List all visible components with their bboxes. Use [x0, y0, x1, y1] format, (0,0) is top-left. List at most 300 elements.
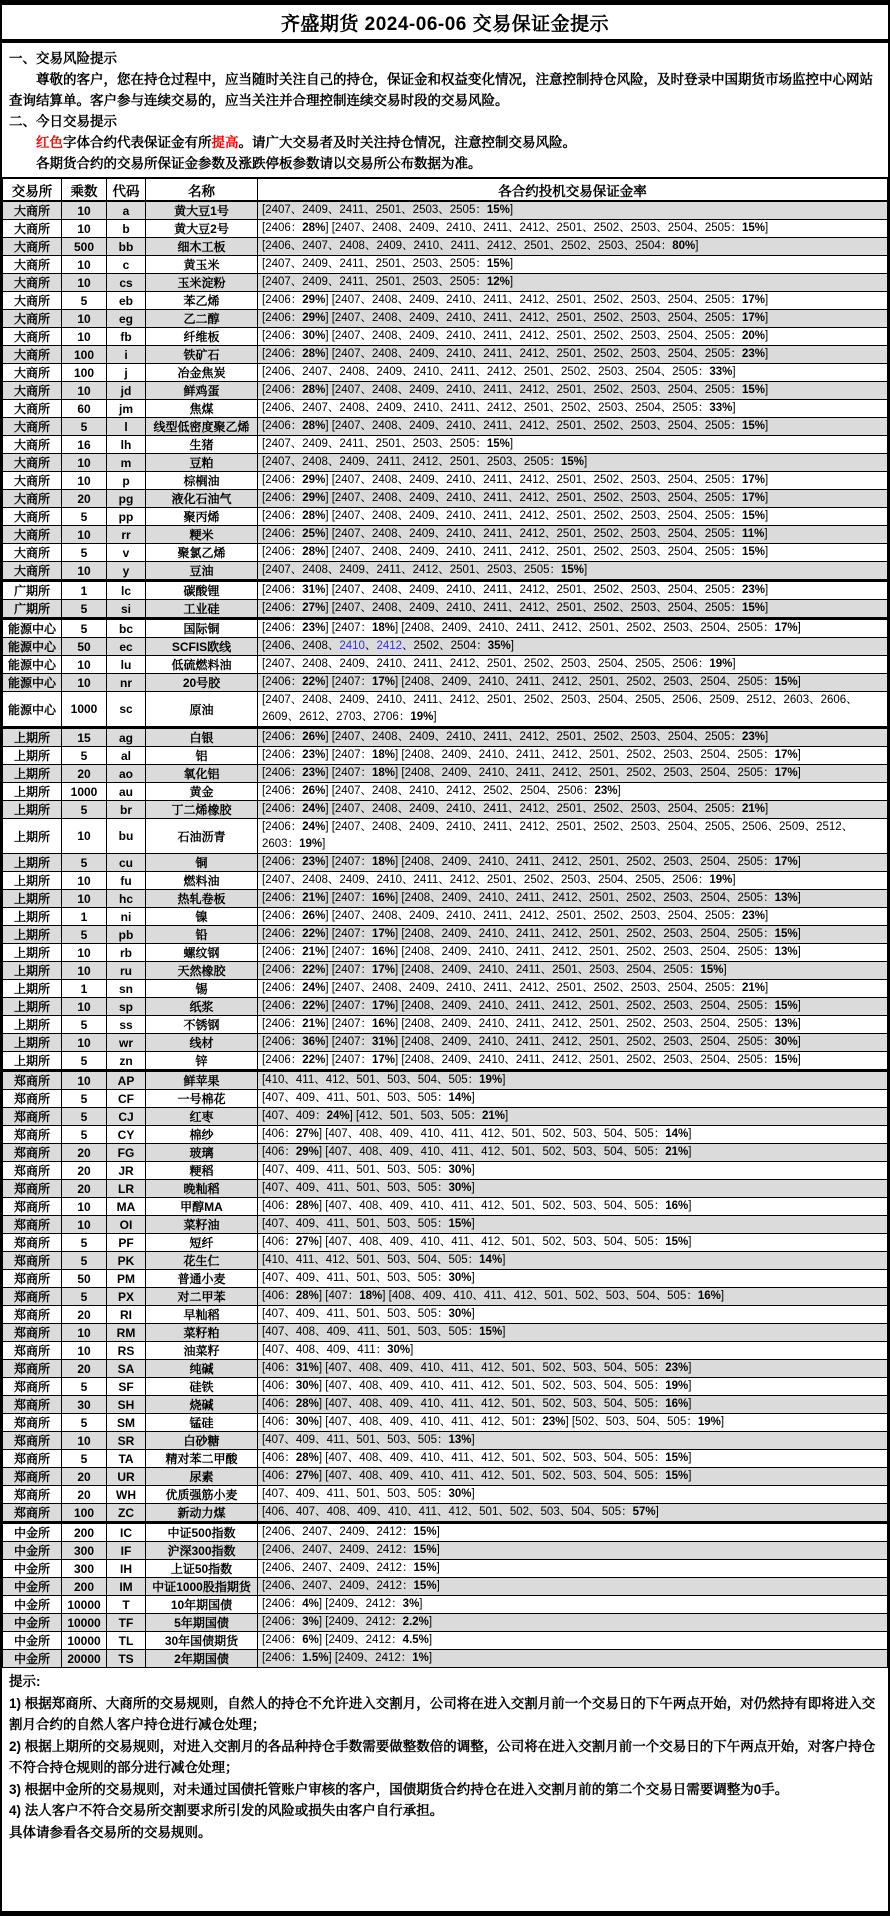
multiplier-cell: 20	[62, 1468, 107, 1486]
multiplier-cell: 10	[62, 962, 107, 980]
name-cell: 丁二烯橡胶	[146, 801, 258, 819]
code-cell: j	[107, 364, 146, 382]
multiplier-cell: 5	[62, 600, 107, 619]
exchange-cell: 郑商所	[3, 1071, 62, 1090]
intro-section	[2, 43, 888, 177]
table-row-sn	[3, 980, 888, 998]
name-cell: 黄大豆2号	[146, 220, 258, 238]
name-cell: 晚籼稻	[146, 1180, 258, 1198]
table-row-cu	[3, 854, 888, 872]
margin-cell: [2406：28%] [2407、2408、2409、2410、2411、2412、2501、2502、2503、2504、2505：15%]	[258, 544, 888, 562]
exchange-cell: 大商所	[3, 346, 62, 364]
name-cell: 国际铜	[146, 619, 258, 638]
code-cell: T	[107, 1596, 146, 1614]
table-row-CJ	[3, 1108, 888, 1126]
name-cell: 一号棉花	[146, 1090, 258, 1108]
exchange-cell: 郑商所	[3, 1378, 62, 1396]
risk-paragraph: 尊敬的客户，您在持仓过程中，应当随时关注自己的持仓，保证金和权益变化情况，注意控制持仓风险，及时登录中国期货市场监控中心网站查询结算单。客户参与连续交易的，应当关注并合理控制连续交易时段的交易风险。	[9, 72, 873, 108]
name-cell: 铁矿石	[146, 346, 258, 364]
margin-cell: [406：27%] [407、408、409、410、411、412、501、502、503、504、505：15%]	[258, 1468, 888, 1486]
name-cell: 早籼稻	[146, 1306, 258, 1324]
margin-cell: [407、409：24%] [412、501、503、505：21%]	[258, 1108, 888, 1126]
table-row-p	[3, 472, 888, 490]
name-cell: 短纤	[146, 1234, 258, 1252]
table-row-IF	[3, 1542, 888, 1560]
table-row-ag	[3, 728, 888, 747]
margin-cell: [2407、2409、2411、2501、2503、2505：15%]	[258, 436, 888, 454]
code-cell: br	[107, 801, 146, 819]
code-cell: bb	[107, 238, 146, 256]
multiplier-cell: 50	[62, 1270, 107, 1288]
multiplier-cell: 30	[62, 1396, 107, 1414]
margin-cell: [2406：26%] [2407、2408、2409、2410、2411、2412、2501、2502、2503、2504、2505：23%]	[258, 908, 888, 926]
code-cell: TA	[107, 1450, 146, 1468]
margin-cell: [2406、2407、2409、2412：15%]	[258, 1578, 888, 1596]
exchange-cell: 中金所	[3, 1523, 62, 1542]
margin-cell: [2406、2407、2408、2409、2410、2411、2412、2501、2502、2503、2504、2505：33%]	[258, 364, 888, 382]
margin-cell: [2406：29%] [2407、2408、2409、2410、2411、2412、2501、2502、2503、2504、2505：17%]	[258, 490, 888, 508]
margin-cell: [407、409、411、501、503、505：30%]	[258, 1306, 888, 1324]
margin-cell: [2406：25%] [2407、2408、2409、2410、2411、2412、2501、2502、2503、2504、2505：11%]	[258, 526, 888, 544]
table-row-pb	[3, 926, 888, 944]
name-cell: 沪深300指数	[146, 1542, 258, 1560]
margin-cell: [2406：24%] [2407、2408、2409、2410、2411、2412、2501、2502、2503、2504、2505、2506、2509、2512、2603：19%]	[258, 819, 888, 854]
name-cell: 玉米淀粉	[146, 274, 258, 292]
name-cell: 锰硅	[146, 1414, 258, 1432]
multiplier-cell: 10	[62, 819, 107, 854]
exchange-cell: 大商所	[3, 310, 62, 328]
name-cell: 镍	[146, 908, 258, 926]
name-cell: 棉纱	[146, 1126, 258, 1144]
code-cell: p	[107, 472, 146, 490]
multiplier-cell: 10	[62, 1198, 107, 1216]
table-row-RI	[3, 1306, 888, 1324]
code-cell: IC	[107, 1523, 146, 1542]
exchange-cell: 上期所	[3, 1052, 62, 1071]
code-cell: zn	[107, 1052, 146, 1071]
code-cell: RS	[107, 1342, 146, 1360]
margin-cell: [2407、2408、2409、2410、2411、2412、2501、2502、2503、2504、2505、2506、2509、2512、2603、2606、2609、2612、2703、2706：19%]	[258, 692, 888, 728]
note-line: 2) 根据上期所的交易规则，对进入交割月的各品种持仓手数需要做整数倍的调整，公司将在进入交割月前一个交易日的下午两点开始，对客户持仓不符合持仓规则的部分进行减仓处理；	[9, 1738, 876, 1775]
table-row-i	[3, 346, 888, 364]
raised-month: 2412	[376, 640, 403, 652]
name-cell: 菜籽粕	[146, 1324, 258, 1342]
code-cell: PX	[107, 1288, 146, 1306]
name-cell: 鲜鸡蛋	[146, 382, 258, 400]
code-cell: JR	[107, 1162, 146, 1180]
name-cell: 螺纹钢	[146, 944, 258, 962]
name-cell: 花生仁	[146, 1252, 258, 1270]
margin-cell: [2407、2409、2411、2501、2503、2505：12%]	[258, 274, 888, 292]
table-row-c	[3, 256, 888, 274]
exchange-cell: 郑商所	[3, 1450, 62, 1468]
table-row-UR	[3, 1468, 888, 1486]
table-row-m	[3, 454, 888, 472]
code-cell: cu	[107, 854, 146, 872]
name-cell: 中证1000股指期货	[146, 1578, 258, 1596]
code-cell: SF	[107, 1378, 146, 1396]
code-cell: SR	[107, 1432, 146, 1450]
name-cell: 工业硅	[146, 600, 258, 619]
exchange-cell: 上期所	[3, 1016, 62, 1034]
multiplier-cell: 10	[62, 454, 107, 472]
margin-cell: [2406、2408、2410、2412、2502、2504：35%]	[258, 638, 888, 656]
table-row-pg	[3, 490, 888, 508]
table-row-WH	[3, 1486, 888, 1504]
code-cell: PF	[107, 1234, 146, 1252]
exchange-cell: 能源中心	[3, 692, 62, 728]
table-row-hc	[3, 890, 888, 908]
exchange-cell: 能源中心	[3, 619, 62, 638]
margin-cell: [406、407、408、409、410、411、412、501、502、503、504、505：57%]	[258, 1504, 888, 1523]
code-cell: sp	[107, 998, 146, 1016]
margin-cell: [407、408、409、411：30%]	[258, 1342, 888, 1360]
exchange-cell: 郑商所	[3, 1288, 62, 1306]
exchange-cell: 郑商所	[3, 1090, 62, 1108]
code-cell: CF	[107, 1090, 146, 1108]
table-row-SR	[3, 1432, 888, 1450]
multiplier-cell: 100	[62, 1504, 107, 1523]
multiplier-cell: 10	[62, 1071, 107, 1090]
name-cell: 豆油	[146, 562, 258, 581]
name-cell: 10年期国债	[146, 1596, 258, 1614]
code-cell: y	[107, 562, 146, 581]
code-cell: v	[107, 544, 146, 562]
exchange-cell: 大商所	[3, 562, 62, 581]
name-cell: 纯碱	[146, 1360, 258, 1378]
exchange-cell: 能源中心	[3, 656, 62, 674]
exchange-cell: 大商所	[3, 382, 62, 400]
exchange-cell: 郑商所	[3, 1144, 62, 1162]
margin-cell: [406：31%] [407、408、409、410、411、412、501、502、503、504、505：23%]	[258, 1360, 888, 1378]
table-row-al	[3, 747, 888, 765]
margin-cell: [407、409、411、501、503、505：30%]	[258, 1162, 888, 1180]
code-cell: MA	[107, 1198, 146, 1216]
name-cell: 精对苯二甲酸	[146, 1450, 258, 1468]
margin-cell: [407、409、411、501、503、505：14%]	[258, 1090, 888, 1108]
margin-cell: [406：27%] [407、408、409、410、411、412、501、502、503、504、505：14%]	[258, 1126, 888, 1144]
code-cell: FG	[107, 1144, 146, 1162]
code-cell: OI	[107, 1216, 146, 1234]
margin-cell: [2406：26%] [2407、2408、2409、2410、2411、2412、2501、2502、2503、2504、2505：23%]	[258, 728, 888, 747]
margin-cell: [2406：22%] [2407：17%] [2408、2409、2410、2411、2412、2501、2502、2503、2504、2505：15%]	[258, 926, 888, 944]
multiplier-cell: 10	[62, 1216, 107, 1234]
table-row-OI	[3, 1216, 888, 1234]
table-row-ec	[3, 638, 888, 656]
name-cell: 焦煤	[146, 400, 258, 418]
exchange-cell: 郑商所	[3, 1198, 62, 1216]
margin-cell: [2406：28%] [2407、2408、2409、2410、2411、2412、2501、2502、2503、2504、2505：15%]	[258, 508, 888, 526]
name-cell: 铝	[146, 747, 258, 765]
code-cell: ru	[107, 962, 146, 980]
margin-cell: [2406、2407、2408、2409、2410、2411、2412、2501、2502、2503、2504、2505：33%]	[258, 400, 888, 418]
table-row-ZC	[3, 1504, 888, 1523]
table-row-T	[3, 1596, 888, 1614]
multiplier-cell: 20	[62, 1306, 107, 1324]
table-row-ru	[3, 962, 888, 980]
name-cell: 黄玉米	[146, 256, 258, 274]
risk-section-heading: 一、交易风险提示	[9, 51, 117, 66]
margin-cell: [406：29%] [407、408、409、410、411、412、501、502、503、504、505：21%]	[258, 1144, 888, 1162]
code-cell: b	[107, 220, 146, 238]
exchange-cell: 大商所	[3, 220, 62, 238]
margin-cell: [2406：21%] [2407：16%] [2408、2409、2410、2411、2412、2501、2502、2503、2504、2505：13%]	[258, 890, 888, 908]
table-row-sc	[3, 692, 888, 728]
code-cell: ni	[107, 908, 146, 926]
code-cell: lc	[107, 581, 146, 600]
multiplier-cell: 10	[62, 382, 107, 400]
multiplier-cell: 10000	[62, 1614, 107, 1632]
exchange-cell: 郑商所	[3, 1504, 62, 1523]
exchange-cell: 中金所	[3, 1650, 62, 1668]
name-cell: 菜籽油	[146, 1216, 258, 1234]
table-row-TF	[3, 1614, 888, 1632]
table-row-wr	[3, 1034, 888, 1052]
name-cell: 纤维板	[146, 328, 258, 346]
exchange-cell: 上期所	[3, 908, 62, 926]
margin-cell: [406：28%] [407、408、409、410、411、412、501、502、503、504、505：16%]	[258, 1198, 888, 1216]
margin-cell: [2406：22%] [2407：17%] [2408、2409、2410、2411、2412、2501、2502、2503、2504、2505：15%]	[258, 674, 888, 692]
code-cell: eb	[107, 292, 146, 310]
table-row-lh	[3, 436, 888, 454]
name-cell: 尿素	[146, 1468, 258, 1486]
multiplier-cell: 10	[62, 220, 107, 238]
multiplier-cell: 5	[62, 1288, 107, 1306]
multiplier-cell: 5	[62, 926, 107, 944]
code-cell: l	[107, 418, 146, 436]
code-cell: jm	[107, 400, 146, 418]
exchange-cell: 大商所	[3, 418, 62, 436]
multiplier-cell: 10	[62, 1034, 107, 1052]
name-cell: 液化石油气	[146, 490, 258, 508]
name-cell: 5年期国债	[146, 1614, 258, 1632]
table-row-bc	[3, 619, 888, 638]
exchange-cell: 郑商所	[3, 1126, 62, 1144]
name-cell: 棕榈油	[146, 472, 258, 490]
exchange-cell: 郑商所	[3, 1396, 62, 1414]
multiplier-cell: 10	[62, 674, 107, 692]
table-row-lc	[3, 581, 888, 600]
multiplier-cell: 1	[62, 908, 107, 926]
margin-cell: [2406：26%] [2407、2408、2410、2412、2502、2504、2506：23%]	[258, 783, 888, 801]
note-line: 4) 法人客户不符合交易所交割要求所引发的风险或损失由客户自行承担。	[9, 1803, 444, 1818]
exchange-cell: 广期所	[3, 581, 62, 600]
name-cell: 碳酸锂	[146, 581, 258, 600]
table-row-PX	[3, 1288, 888, 1306]
multiplier-cell: 10	[62, 472, 107, 490]
code-cell: SM	[107, 1414, 146, 1432]
code-cell: UR	[107, 1468, 146, 1486]
multiplier-cell: 15	[62, 728, 107, 747]
table-row-SH	[3, 1396, 888, 1414]
name-cell: 30年国债期货	[146, 1632, 258, 1650]
name-cell: 优质强筋小麦	[146, 1486, 258, 1504]
name-cell: 黄大豆1号	[146, 201, 258, 220]
margin-cell: [406：30%] [407、408、409、410、411、412、501、502、503、504、505：19%]	[258, 1378, 888, 1396]
name-cell: 上证50指数	[146, 1560, 258, 1578]
red-highlight-text: 提高	[211, 135, 239, 150]
code-cell: hc	[107, 890, 146, 908]
multiplier-cell: 10	[62, 1432, 107, 1450]
code-cell: nr	[107, 674, 146, 692]
multiplier-cell: 5	[62, 1378, 107, 1396]
multiplier-cell: 10	[62, 201, 107, 220]
name-cell: 粳米	[146, 526, 258, 544]
exchange-cell: 郑商所	[3, 1252, 62, 1270]
exchange-cell: 大商所	[3, 472, 62, 490]
exchange-cell: 上期所	[3, 998, 62, 1016]
code-cell: pp	[107, 508, 146, 526]
margin-cell: [407、409、411、501、503、505：30%]	[258, 1486, 888, 1504]
multiplier-cell: 1	[62, 980, 107, 998]
exchange-cell: 大商所	[3, 328, 62, 346]
margin-cell: [2406：4%] [2409、2412：3%]	[258, 1596, 888, 1614]
multiplier-cell: 10	[62, 328, 107, 346]
table-row-IH	[3, 1560, 888, 1578]
exchange-cell: 郑商所	[3, 1324, 62, 1342]
exchange-cell: 大商所	[3, 364, 62, 382]
name-cell: SCFIS欧线	[146, 638, 258, 656]
table-row-SA	[3, 1360, 888, 1378]
name-cell: 白银	[146, 728, 258, 747]
multiplier-cell: 10	[62, 656, 107, 674]
code-cell: PM	[107, 1270, 146, 1288]
column-header: 乘数	[62, 178, 107, 201]
margin-rate-table	[2, 177, 888, 1668]
name-cell: 普通小麦	[146, 1270, 258, 1288]
red-highlight-notice: 红色字体合约代表保证金有所提高。请广大交易者及时关注持仓情况，注意控制交易风险。	[36, 135, 576, 150]
table-row-SF	[3, 1378, 888, 1396]
multiplier-cell: 5	[62, 508, 107, 526]
code-cell: eg	[107, 310, 146, 328]
name-cell: 20号胶	[146, 674, 258, 692]
code-cell: fb	[107, 328, 146, 346]
note-line: 3) 根据中金所的交易规则，对未通过国债托管账户审核的客户，国债期货合约持仓在进入交割月前的第二个交易日需要调整为0手。	[9, 1781, 789, 1797]
exchange-cell: 郑商所	[3, 1108, 62, 1126]
name-cell: 冶金焦炭	[146, 364, 258, 382]
margin-cell: [2406：28%] [2407、2408、2409、2410、2411、2412、2501、2502、2503、2504、2505：23%]	[258, 346, 888, 364]
name-cell: 天然橡胶	[146, 962, 258, 980]
multiplier-cell: 100	[62, 364, 107, 382]
code-cell: IH	[107, 1560, 146, 1578]
name-cell: 新动力煤	[146, 1504, 258, 1523]
name-cell: 生猪	[146, 436, 258, 454]
name-cell: 铅	[146, 926, 258, 944]
table-row-jm	[3, 400, 888, 418]
multiplier-cell: 10	[62, 1324, 107, 1342]
multiplier-cell: 10	[62, 872, 107, 890]
multiplier-cell: 5	[62, 418, 107, 436]
code-cell: c	[107, 256, 146, 274]
table-row-eb	[3, 292, 888, 310]
name-cell: 聚氯乙烯	[146, 544, 258, 562]
column-header: 各合约投机交易保证金率	[258, 178, 888, 201]
multiplier-cell: 5	[62, 801, 107, 819]
margin-cell: [2406：22%] [2407：17%] [2408、2409、2410、2411、2412、2501、2502、2503、2504、2505：15%]	[258, 1052, 888, 1071]
exchange-cell: 大商所	[3, 526, 62, 544]
multiplier-cell: 5	[62, 854, 107, 872]
exchange-cell: 郑商所	[3, 1360, 62, 1378]
multiplier-cell: 200	[62, 1523, 107, 1542]
table-row-fu	[3, 872, 888, 890]
margin-cell: [2406：24%] [2407、2408、2409、2410、2411、2412、2501、2502、2503、2504、2505：21%]	[258, 980, 888, 998]
margin-cell: [2406：28%] [2407、2408、2409、2410、2411、2412、2501、2502、2503、2504、2505：15%]	[258, 220, 888, 238]
code-cell: ec	[107, 638, 146, 656]
multiplier-cell: 20	[62, 1180, 107, 1198]
table-row-PM	[3, 1270, 888, 1288]
exchange-cell: 大商所	[3, 292, 62, 310]
margin-cell: [406：28%] [407、408、409、410、411、412、501、502、503、504、505：16%]	[258, 1396, 888, 1414]
code-cell: CY	[107, 1126, 146, 1144]
margin-cell: [2406：3%] [2409、2412：2.2%]	[258, 1614, 888, 1632]
table-row-zn	[3, 1052, 888, 1071]
margin-cell: [2406、2407、2408、2409、2410、2411、2412、2501、2502、2503、2504：80%]	[258, 238, 888, 256]
code-cell: CJ	[107, 1108, 146, 1126]
name-cell: 白砂糖	[146, 1432, 258, 1450]
multiplier-cell: 500	[62, 238, 107, 256]
exchange-cell: 郑商所	[3, 1234, 62, 1252]
name-cell: 黄金	[146, 783, 258, 801]
multiplier-cell: 5	[62, 1052, 107, 1071]
code-cell: bc	[107, 619, 146, 638]
code-cell: pb	[107, 926, 146, 944]
exchange-cell: 上期所	[3, 944, 62, 962]
table-row-rb	[3, 944, 888, 962]
multiplier-cell: 5	[62, 1414, 107, 1432]
table-row-sp	[3, 998, 888, 1016]
exchange-cell: 郑商所	[3, 1414, 62, 1432]
margin-cell: [2406：31%] [2407、2408、2409、2410、2411、2412、2501、2502、2503、2504、2505：23%]	[258, 581, 888, 600]
code-cell: IF	[107, 1542, 146, 1560]
name-cell: 燃料油	[146, 872, 258, 890]
code-cell: PK	[107, 1252, 146, 1270]
exchange-cell: 大商所	[3, 490, 62, 508]
exchange-cell: 大商所	[3, 238, 62, 256]
margin-cell: [2406、2407、2409、2412：15%]	[258, 1523, 888, 1542]
multiplier-cell: 50	[62, 638, 107, 656]
margin-cell: [2406：27%] [2407、2408、2409、2410、2411、2412、2501、2502、2503、2504、2505：15%]	[258, 600, 888, 619]
table-row-fb	[3, 328, 888, 346]
name-cell: 锡	[146, 980, 258, 998]
code-cell: au	[107, 783, 146, 801]
table-row-ni	[3, 908, 888, 926]
table-row-rr	[3, 526, 888, 544]
exchange-cell: 上期所	[3, 783, 62, 801]
margin-cell: [2407、2409、2411、2501、2503、2505：15%]	[258, 201, 888, 220]
table-row-j	[3, 364, 888, 382]
multiplier-cell: 5	[62, 292, 107, 310]
multiplier-cell: 5	[62, 1108, 107, 1126]
multiplier-cell: 200	[62, 1578, 107, 1596]
margin-cell: [407、409、411、501、503、505：15%]	[258, 1216, 888, 1234]
margin-cell: [2406、2407、2409、2412：15%]	[258, 1560, 888, 1578]
name-cell: 鲜苹果	[146, 1071, 258, 1090]
margin-cell: [2406：24%] [2407、2408、2409、2410、2411、2412、2501、2502、2503、2504、2505：21%]	[258, 801, 888, 819]
multiplier-cell: 5	[62, 1126, 107, 1144]
margin-cell: [2406：22%] [2407：17%] [2408、2409、2410、2411、2412、2501、2502、2503、2504、2505：15%]	[258, 998, 888, 1016]
exchange-cell: 中金所	[3, 1542, 62, 1560]
code-cell: lu	[107, 656, 146, 674]
name-cell: 热轧卷板	[146, 890, 258, 908]
exchange-cell: 上期所	[3, 801, 62, 819]
exchange-cell: 郑商所	[3, 1306, 62, 1324]
margin-cell: [2406：23%] [2407：18%] [2408、2409、2410、2411、2412、2501、2502、2503、2504、2505：17%]	[258, 619, 888, 638]
code-cell: rr	[107, 526, 146, 544]
table-row-l	[3, 418, 888, 436]
margin-cell: [406：28%] [407：18%] [408、409、410、411、412、501、502、503、504、505：16%]	[258, 1288, 888, 1306]
margin-cell: [2406：23%] [2407：18%] [2408、2409、2410、2411、2412、2501、2502、2503、2504、2505：17%]	[258, 747, 888, 765]
multiplier-cell: 10	[62, 274, 107, 292]
